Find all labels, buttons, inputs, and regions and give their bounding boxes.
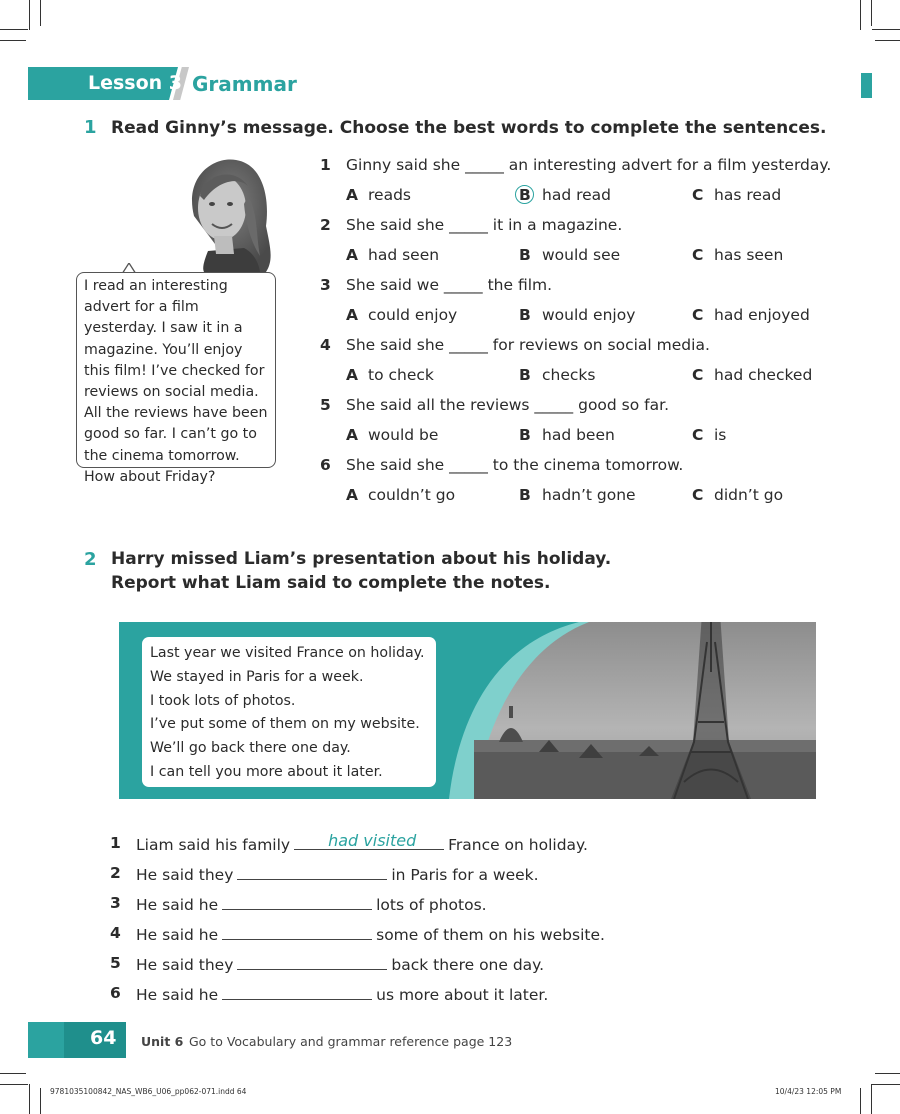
option-letter-a: A (346, 486, 358, 504)
option-letter-b: B (519, 306, 531, 324)
sentence-start: He said they (136, 866, 234, 884)
sentence-end: us more about it later. (376, 986, 549, 1004)
exercise-2-number: 2 (84, 549, 97, 570)
option-letter-b: B (519, 486, 531, 504)
crop-mark (860, 0, 861, 30)
question-text: She said all the reviews _____ good so far. (346, 396, 670, 414)
option-letter-c: C (692, 366, 704, 384)
option-c[interactable]: is (714, 426, 727, 444)
option-letter-c: C (692, 246, 704, 264)
option-b[interactable]: checks (542, 366, 596, 384)
exercise-1-number: 1 (84, 117, 97, 138)
fill-in-row (136, 831, 588, 854)
lesson-label: Lesson 3 (88, 72, 183, 94)
option-letter-b: B (519, 186, 531, 204)
speech-line: Last year we visited France on holiday. (150, 645, 425, 661)
crop-mark (860, 1088, 861, 1114)
option-b[interactable]: hadn’t gone (542, 486, 636, 504)
question-number: 5 (320, 396, 331, 414)
slug-filename: 9781035100842_NAS_WB6_U06_pp062-071.indd 64 (50, 1087, 247, 1096)
girl-portrait (174, 156, 280, 272)
option-a[interactable]: would be (368, 426, 439, 444)
option-a[interactable]: could enjoy (368, 306, 458, 324)
crop-mark (871, 0, 872, 26)
option-letter-a: A (346, 186, 358, 204)
option-a[interactable]: to check (368, 366, 434, 384)
crop-mark (872, 1084, 900, 1085)
sentence-end: some of them on his website. (376, 926, 605, 944)
sentence-start: He said they (136, 956, 234, 974)
crop-mark (871, 1084, 872, 1114)
fill-in-row (136, 894, 487, 914)
crop-mark (0, 1073, 26, 1074)
question-number: 2 (320, 216, 331, 234)
crop-mark (40, 1088, 41, 1114)
question-number: 6 (320, 456, 331, 474)
option-letter-a: A (346, 426, 358, 444)
option-b[interactable]: had read (542, 186, 611, 204)
sentence-end: lots of photos. (376, 896, 487, 914)
exercise-2-instruction-line1: Harry missed Liam’s presentation about his holiday. (111, 549, 612, 569)
option-letter-c: C (692, 426, 704, 444)
answer-blank[interactable] (222, 894, 372, 910)
selected-answer-circle (515, 185, 534, 204)
question-number: 1 (320, 156, 331, 174)
crop-mark (875, 1073, 900, 1074)
option-letter-c: C (692, 306, 704, 324)
sentence-end: back there one day. (391, 956, 545, 974)
option-letter-c: C (692, 186, 704, 204)
speech-line: I’ve put some of them on my website. (150, 716, 420, 733)
question-text: She said she _____ to the cinema tomorrow. (346, 456, 684, 474)
liam-speech-box (142, 637, 436, 787)
crop-mark (29, 1084, 30, 1114)
item-number: 1 (110, 834, 121, 852)
question-number: 3 (320, 276, 331, 294)
option-c[interactable]: didn’t go (714, 486, 784, 504)
slug-timestamp: 10/4/23 12:05 PM (775, 1087, 842, 1096)
crop-mark (0, 29, 28, 30)
question-text: Ginny said she _____ an interesting advert for a film yesterday. (346, 156, 832, 174)
answer-blank[interactable] (294, 831, 444, 850)
speech-line: We’ll go back there one day. (150, 740, 351, 757)
option-letter-b: B (519, 426, 531, 444)
written-answer: had visited (328, 831, 417, 850)
fill-in-row (136, 954, 544, 974)
option-a[interactable]: had seen (368, 246, 440, 264)
option-c[interactable]: has seen (714, 246, 784, 264)
sentence-start: He said he (136, 926, 219, 944)
option-b[interactable]: would enjoy (542, 306, 636, 324)
option-b[interactable]: had been (542, 426, 615, 444)
option-c[interactable]: had enjoyed (714, 306, 810, 324)
crop-mark (29, 0, 30, 30)
speech-line: I took lots of photos. (150, 692, 296, 709)
footer-reference: Go to Vocabulary and grammar reference page 123 (189, 1034, 513, 1049)
side-tab (861, 73, 872, 98)
fill-in-row (136, 984, 548, 1004)
sentence-start: Liam said his family (136, 836, 291, 854)
crop-mark (875, 40, 900, 41)
speech-line: I can tell you more about it later. (150, 763, 383, 780)
question-text: She said we _____ the film. (346, 276, 553, 294)
item-number: 4 (110, 924, 121, 942)
fill-in-row (136, 924, 605, 944)
page-number: 64 (90, 1027, 117, 1049)
answer-blank[interactable] (222, 984, 372, 1000)
question-text: She said she _____ it in a magazine. (346, 216, 623, 234)
lesson-title: Grammar (192, 72, 297, 96)
footer-unit: Unit 6 (141, 1034, 184, 1049)
ginny-message: I read an interesting advert for a film yesterday. I saw it in a magazine. You’ll enjoy this film! I’ve checked for reviews on social media. All the reviews have been good so far. I can’t go to the cinema tomorrow. How about Friday? (76, 272, 276, 468)
question-number: 4 (320, 336, 331, 354)
question-text: She said she _____ for reviews on social media. (346, 336, 710, 354)
item-number: 5 (110, 954, 121, 972)
exercise-1-instruction: Read Ginny’s message. Choose the best words to complete the sentences. (111, 118, 827, 138)
answer-blank[interactable] (237, 864, 387, 880)
speech-line: We stayed in Paris for a week. (150, 668, 364, 685)
sentence-start: He said he (136, 896, 219, 914)
answer-blank[interactable] (237, 954, 387, 970)
crop-mark (872, 29, 900, 30)
option-b[interactable]: would see (542, 246, 621, 264)
crop-mark (40, 0, 41, 26)
exercise-2-instruction-line2: Report what Liam said to complete the notes. (111, 573, 551, 593)
item-number: 6 (110, 984, 121, 1002)
option-a[interactable]: couldn’t go (368, 486, 456, 504)
option-letter-a: A (346, 306, 358, 324)
answer-blank[interactable] (222, 924, 372, 940)
crop-mark (0, 40, 26, 41)
sentence-end: France on holiday. (448, 836, 588, 854)
item-number: 2 (110, 864, 121, 882)
option-letter-b: B (519, 366, 531, 384)
option-letter-a: A (346, 246, 358, 264)
crop-mark (0, 1084, 28, 1085)
fill-in-row (136, 864, 539, 884)
item-number: 3 (110, 894, 121, 912)
option-letter-a: A (346, 366, 358, 384)
sentence-start: He said he (136, 986, 219, 1004)
option-letter-b: B (519, 246, 531, 264)
option-c[interactable]: had checked (714, 366, 813, 384)
option-letter-c: C (692, 486, 704, 504)
option-a[interactable]: reads (368, 186, 411, 204)
sentence-end: in Paris for a week. (391, 866, 539, 884)
option-c[interactable]: has read (714, 186, 782, 204)
